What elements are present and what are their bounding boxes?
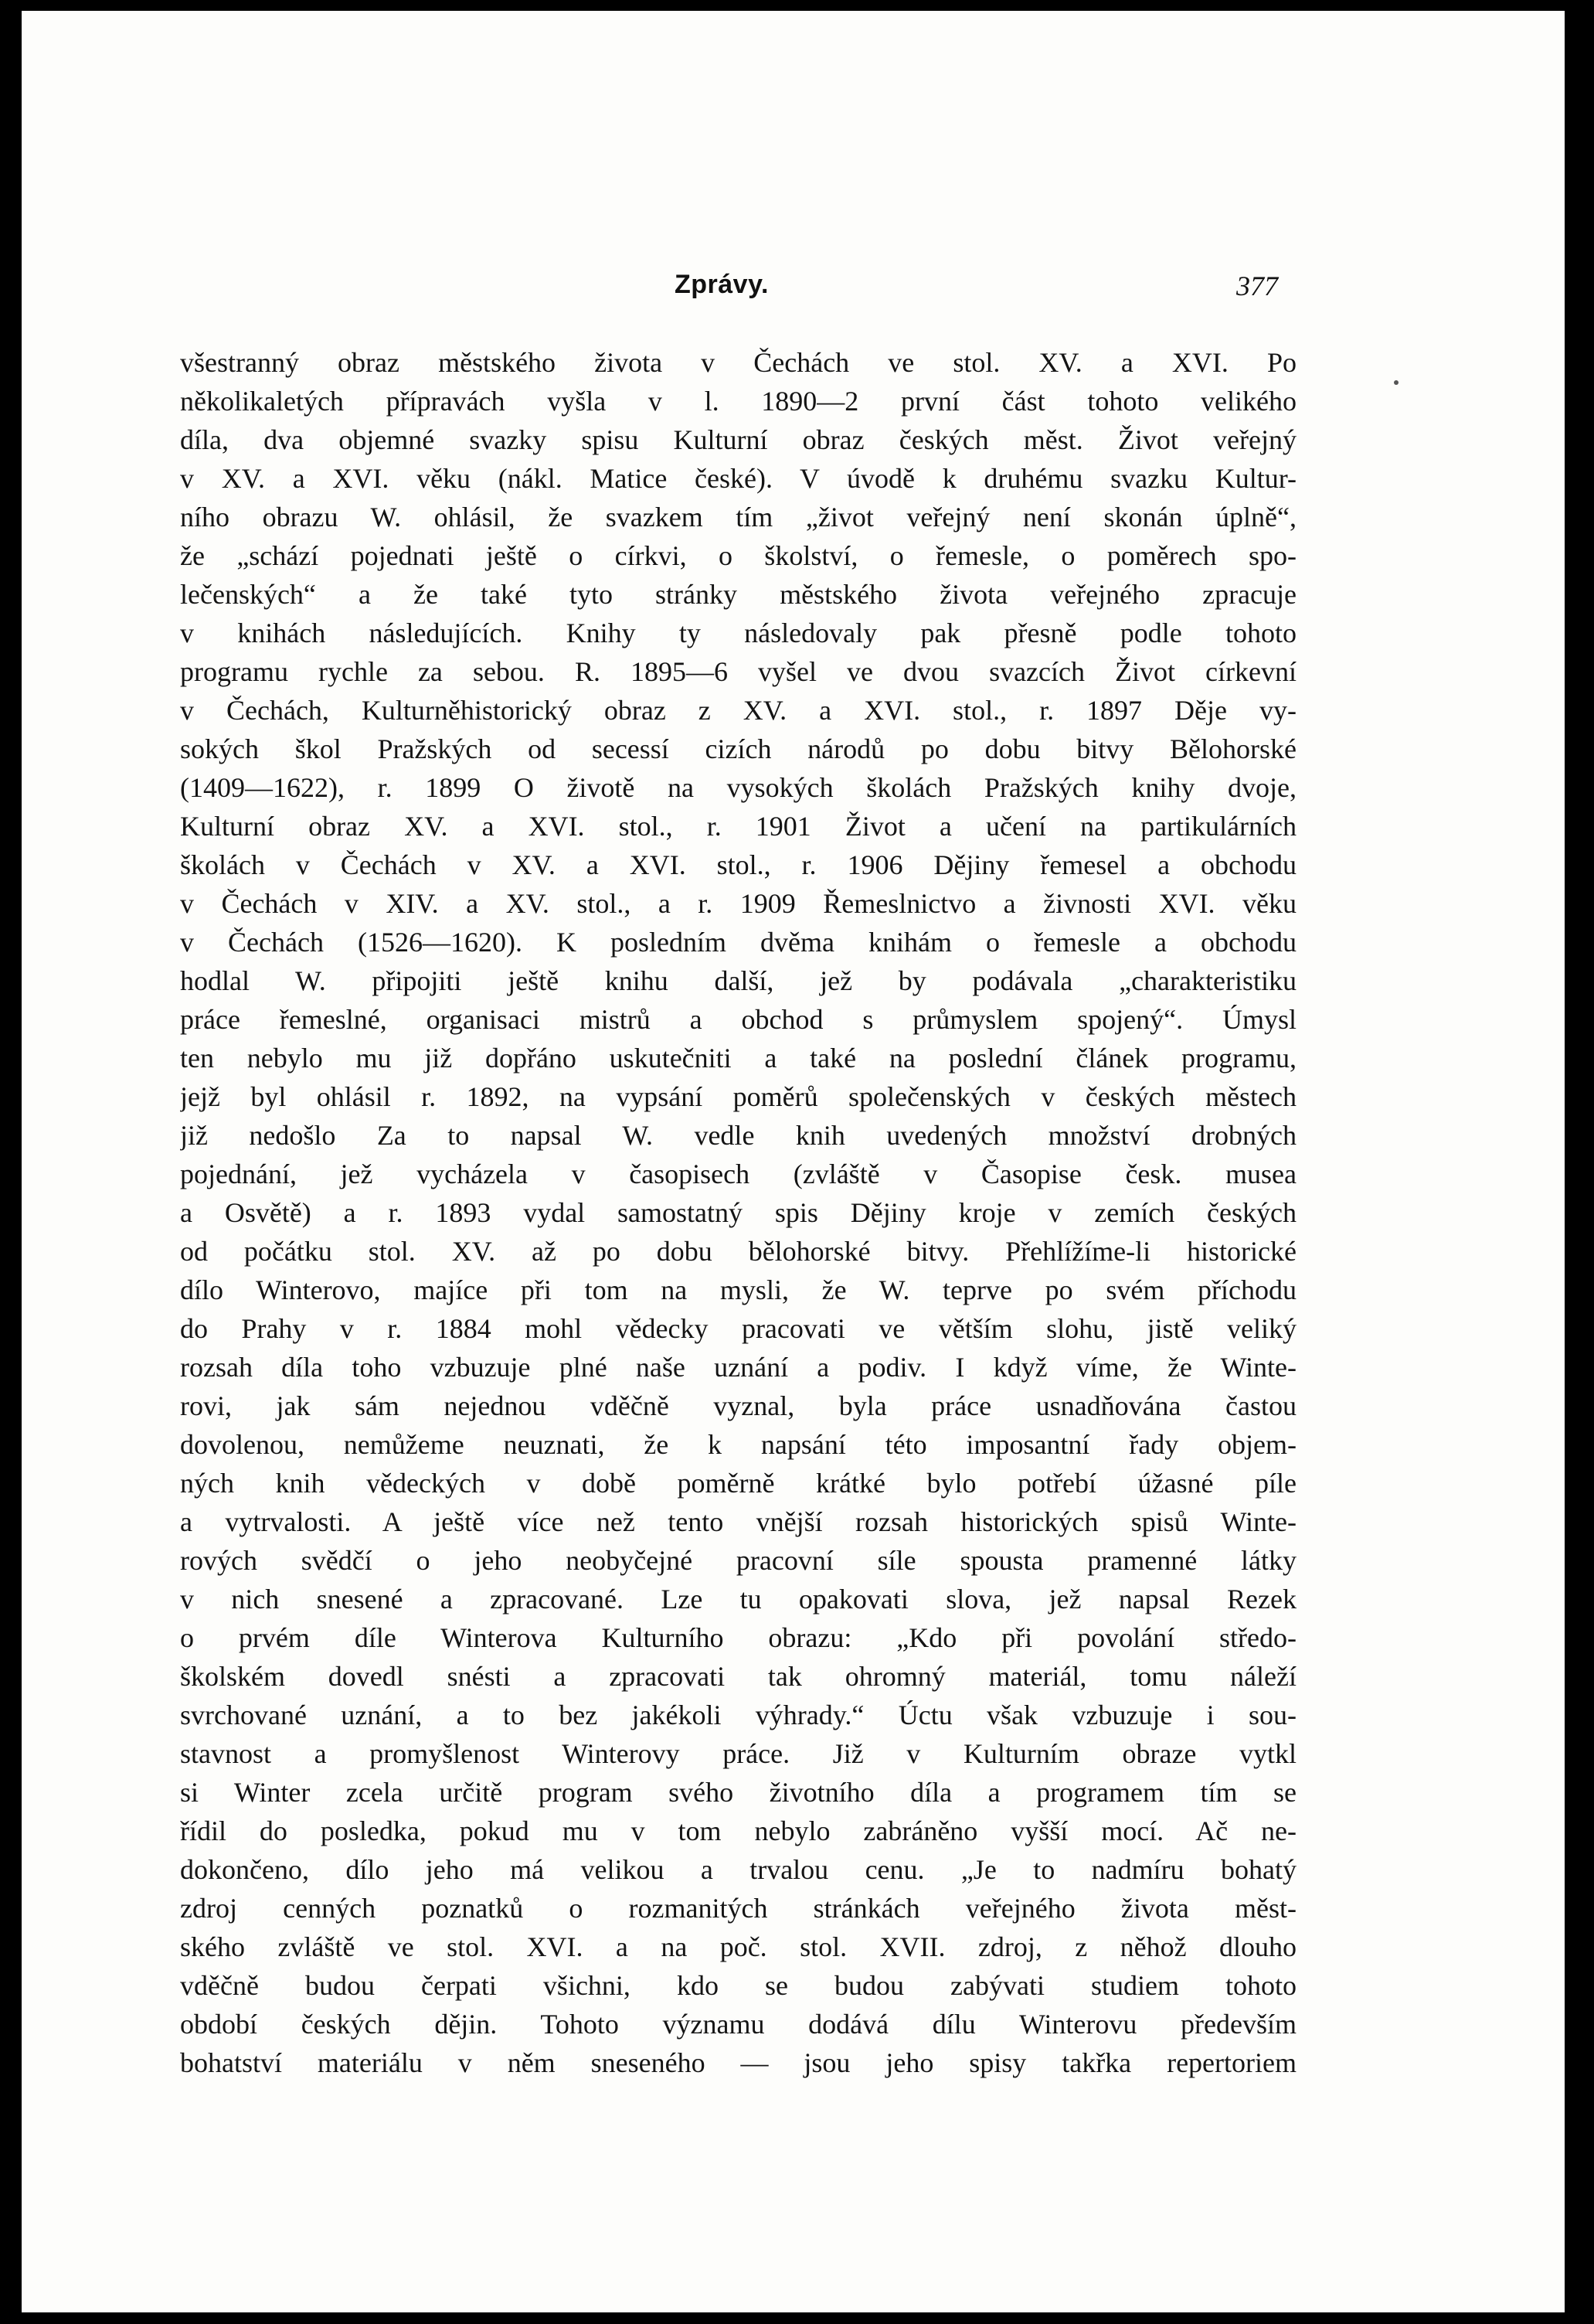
text-line: v Čechách, Kulturněhistorický obraz z XV. a XVI. stol., r. 1897 Děje vy-	[180, 695, 1297, 726]
text-line: že „schází pojednati ještě o církvi, o školství, o řemesle, o poměrech spo-	[180, 540, 1297, 571]
text-line: ných knih vědeckých v době poměrně krátké bylo potřebí úžasné píle	[180, 1468, 1297, 1499]
text-line: jejž byl ohlásil r. 1892, na vypsání poměrů společenských v českých městech	[180, 1081, 1297, 1112]
text-line: vděčně budou čerpati všichni, kdo se budou zabývati studiem tohoto	[180, 1970, 1297, 2001]
text-line: období českých dějin. Tohoto významu dodává dílu Winterovu především	[180, 2009, 1297, 2040]
scan-speck	[1394, 380, 1399, 385]
text-line: již nedošlo Za to napsal W. vedle knih uvedených množství drobných	[180, 1120, 1297, 1151]
text-line: pojednání, jež vycházela v časopisech (zvláště v Časopise česk. musea	[180, 1159, 1297, 1189]
text-line: práce řemeslné, organisaci mistrů a obchod s průmyslem spojený“. Úmysl	[180, 1004, 1297, 1035]
text-line: v knihách následujících. Knihy ty následovaly pak přesně podle tohoto	[180, 618, 1297, 648]
text-line: Kulturní obraz XV. a XVI. stol., r. 1901 Život a učení na partikulárních	[180, 811, 1297, 842]
scan-border-right	[1565, 0, 1594, 2324]
text-line: ního obrazu W. ohlásil, že svazkem tím „život veřejný není skonán úplně“,	[180, 502, 1297, 533]
text-line: řídil do posledka, pokud mu v tom nebylo zabráněno vyšší mocí. Ač ne-	[180, 1815, 1297, 1846]
text-line: lečenských“ a že také tyto stránky městského života veřejného zpracuje	[180, 579, 1297, 610]
page	[22, 11, 1565, 2312]
text-line: a vytrvalosti. A ještě více než tento vnější rozsah historických spisů Winte-	[180, 1506, 1297, 1537]
text-line: ského zvláště ve stol. XVI. a na poč. stol. XVII. zdroj, z něhož dlouho	[180, 1931, 1297, 1962]
running-head	[22, 270, 1565, 308]
text-line: v Čechách (1526—1620). K posledním dvěma knihám o řemesle a obchodu	[180, 927, 1297, 958]
page-number: 377	[1236, 271, 1278, 301]
text-line: bohatství materiálu v něm sneseného — jsou jeho spisy takřka repertoriem	[180, 2047, 1297, 2078]
text-line: školách v Čechách v XV. a XVI. stol., r. 1906 Dějiny řemesel a obchodu	[180, 849, 1297, 880]
text-line: hodlal W. připojiti ještě knihu další, jež by podávala „charakteristiku	[180, 965, 1297, 996]
text-line: zdroj cenných poznatků o rozmanitých stránkách veřejného života měst-	[180, 1893, 1297, 1924]
text-line: dílo Winterovo, majíce při tom na mysli, že W. teprve po svém příchodu	[180, 1274, 1297, 1305]
text-line: (1409—1622), r. 1899 O životě na vysokých školách Pražských knihy dvoje,	[180, 772, 1297, 803]
text-line: ten nebylo mu již dopřáno uskutečniti a také na poslední článek programu,	[180, 1043, 1297, 1074]
text-line: dovolenou, nemůžeme neuznati, že k napsání této imposantní řady objem-	[180, 1429, 1297, 1460]
section-title: Zprávy.	[675, 270, 769, 299]
text-line: rovi, jak sám nejednou vděčně vyznal, byla práce usnadňována častou	[180, 1390, 1297, 1421]
text-line: všestranný obraz městského života v Čechách ve stol. XV. a XVI. Po	[180, 347, 1297, 378]
text-line: školském dovedl snésti a zpracovati tak ohromný materiál, tomu náleží	[180, 1661, 1297, 1692]
text-line: a Osvětě) a r. 1893 vydal samostatný spis Dějiny kroje v zemích českých	[180, 1197, 1297, 1228]
body-text	[180, 343, 1297, 2082]
text-line: do Prahy v r. 1884 mohl vědecky pracovati ve větším slohu, jistě veliký	[180, 1313, 1297, 1344]
text-line: stavnost a promyšlenost Winterovy práce. Již v Kulturním obraze vytkl	[180, 1738, 1297, 1769]
text-line: v nich snesené a zpracované. Lze tu opakovati slova, jež napsal Rezek	[180, 1584, 1297, 1615]
text-line: rových svědčí o jeho neobyčejné pracovní síle spousta pramenné látky	[180, 1545, 1297, 1576]
text-line: v Čechách v XIV. a XV. stol., a r. 1909 Řemeslnictvo a živnosti XVI. věku	[180, 888, 1297, 919]
text-line: v XV. a XVI. věku (nákl. Matice české). V úvodě k druhému svazku Kultur-	[180, 463, 1297, 494]
text-line: sokých škol Pražských od secessí cizích národů po dobu bitvy Bělohorské	[180, 733, 1297, 764]
text-line: několikaletých přípravách vyšla v l. 1890—2 první část tohoto velikého	[180, 386, 1297, 417]
text-line: od počátku stol. XV. až po dobu bělohorské bitvy. Přehlížíme-li historické	[180, 1236, 1297, 1267]
text-line: si Winter zcela určitě program svého životního díla a programem tím se	[180, 1777, 1297, 1808]
text-line: o prvém díle Winterova Kulturního obrazu: „Kdo při povolání středo-	[180, 1622, 1297, 1653]
text-line: dokončeno, dílo jeho má velikou a trvalou cenu. „Je to nadmíru bohatý	[180, 1854, 1297, 1885]
text-line: díla, dva objemné svazky spisu Kulturní obraz českých měst. Život veřejný	[180, 424, 1297, 455]
text-line: programu rychle za sebou. R. 1895—6 vyšel ve dvou svazcích Život církevní	[180, 656, 1297, 687]
scan-border-left	[0, 0, 22, 2324]
text-line: rozsah díla toho vzbuzuje plné naše uznání a podiv. I když víme, že Winte-	[180, 1352, 1297, 1383]
text-line: svrchované uznání, a to bez jakékoli výhrady.“ Úctu však vzbuzuje i sou-	[180, 1700, 1297, 1730]
